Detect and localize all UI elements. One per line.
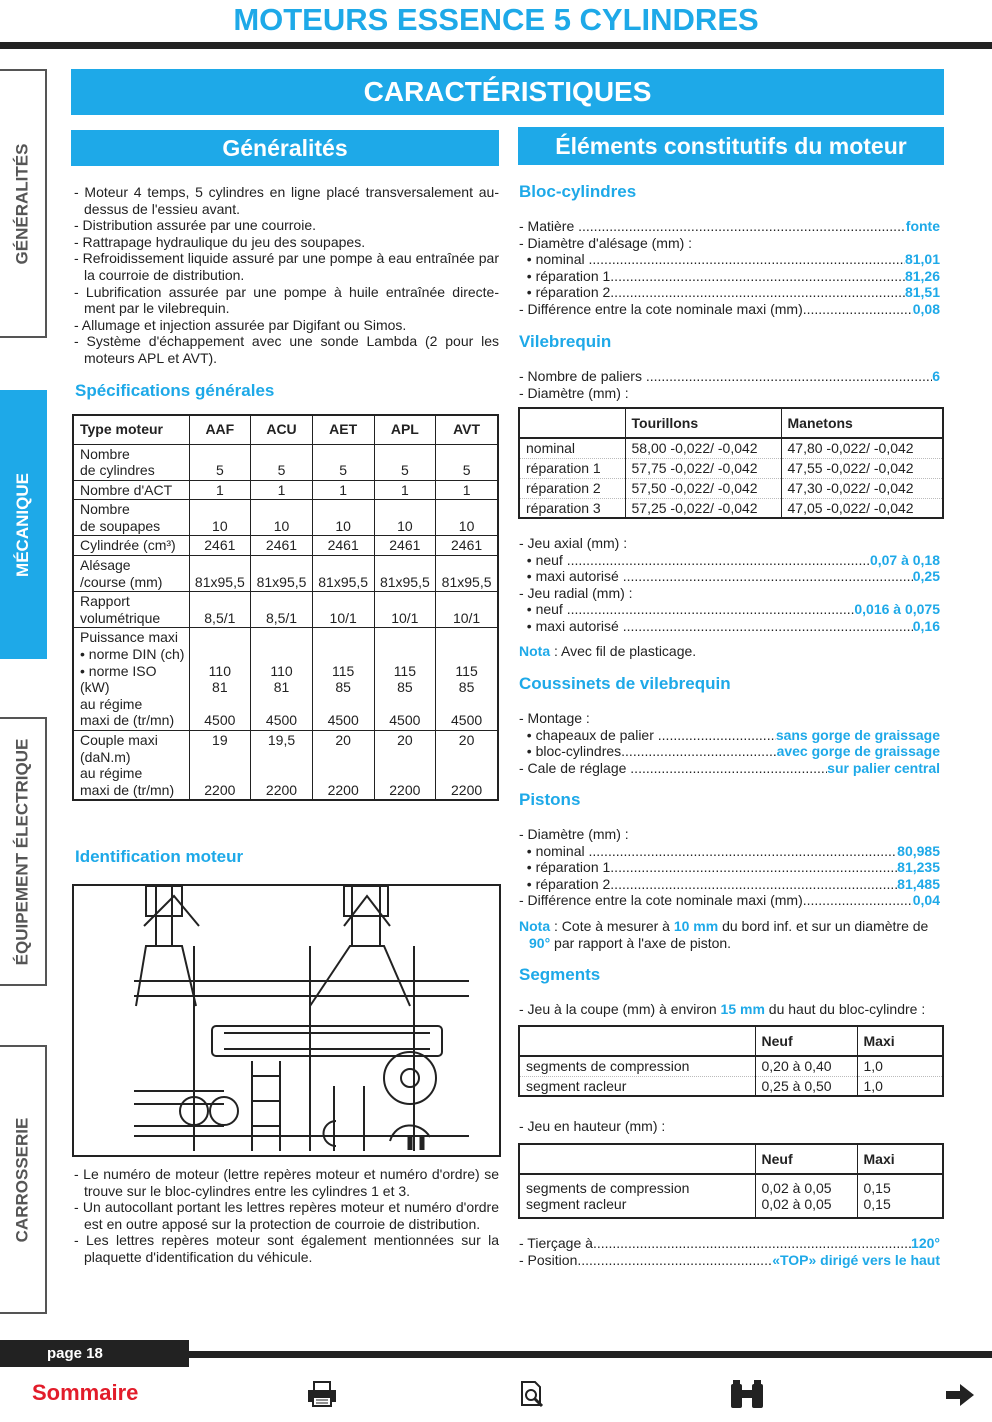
spec-cell: 1 bbox=[374, 480, 436, 500]
table-row bbox=[519, 438, 943, 458]
segments-specs bbox=[519, 1235, 940, 1268]
spec-line-value: 81,01 bbox=[904, 251, 940, 268]
bloc-title: Bloc-cylindres bbox=[519, 182, 637, 201]
spec-row bbox=[73, 628, 498, 731]
nota-value: 90° bbox=[529, 934, 551, 951]
spec-line bbox=[519, 568, 940, 585]
tab-equipement-electrique[interactable] bbox=[0, 717, 47, 986]
jeu-specs bbox=[519, 535, 940, 635]
spec-line-label: - Cale de réglage bbox=[519, 759, 631, 776]
nota-value: 10 mm bbox=[673, 918, 719, 934]
spec-row-label: Cylindrée (cm³) bbox=[73, 536, 189, 556]
spec-line-value: 0,016 à 0,075 bbox=[854, 601, 940, 618]
spec-line bbox=[519, 385, 940, 402]
spec-cell: 2461 bbox=[312, 536, 374, 556]
spec-row bbox=[73, 592, 498, 628]
table-header-cell: Neuf bbox=[755, 1144, 857, 1174]
spec-cell: 20 2200 bbox=[374, 731, 436, 801]
spec-line-label: • nominal bbox=[519, 251, 589, 268]
spec-cell: 8,5/1 bbox=[251, 592, 313, 628]
spec-line-label: • neuf bbox=[519, 551, 567, 568]
dot-leader bbox=[589, 843, 898, 860]
table-header-cell: Maxi bbox=[857, 1026, 943, 1056]
spec-line-label: - Matière bbox=[519, 218, 579, 234]
segments-hauteur-label: - Jeu en hauteur (mm) : bbox=[519, 1118, 666, 1134]
pistons-title: Pistons bbox=[519, 790, 581, 809]
spec-line-label: - Diamètre (mm) : bbox=[519, 384, 629, 401]
table-row bbox=[519, 1174, 943, 1218]
table-row bbox=[519, 478, 943, 498]
spec-row bbox=[73, 444, 498, 480]
nota-text: : Avec fil de plasticage. bbox=[550, 643, 697, 659]
dot-leader bbox=[630, 760, 827, 777]
dot-leader bbox=[610, 284, 905, 301]
dot-leader bbox=[577, 1252, 772, 1269]
spec-line-label: • chapeaux de palier bbox=[519, 726, 658, 743]
spec-cell: 115 85 4500 bbox=[374, 628, 436, 731]
table-header-cell: Neuf bbox=[755, 1026, 857, 1056]
dot-leader bbox=[623, 618, 913, 635]
spec-line bbox=[519, 235, 940, 252]
table-header-cell bbox=[519, 1144, 755, 1174]
table-cell: 57,50 -0,022/ -0,042 bbox=[625, 478, 781, 498]
spec-cell: 10/1 bbox=[312, 592, 374, 628]
spec-line-value: 0,08 bbox=[912, 300, 940, 317]
spec-cell: 20 2200 bbox=[312, 731, 374, 801]
table-cell: 1,0 bbox=[857, 1056, 943, 1076]
spec-line bbox=[519, 1235, 940, 1252]
spec-cell: 115 85 4500 bbox=[312, 628, 374, 731]
dot-leader bbox=[610, 876, 897, 893]
spec-line-label: - Jeu radial (mm) : bbox=[519, 584, 633, 601]
printer-icon[interactable] bbox=[306, 1380, 338, 1411]
nota-text: du bord inf. et sur un diamètre de bbox=[718, 918, 929, 934]
dot-leader bbox=[623, 568, 913, 585]
spec-cell: 19,5 2200 bbox=[251, 731, 313, 801]
vilebrequin-table bbox=[518, 407, 944, 519]
table-cell: segments de compression bbox=[519, 1056, 755, 1076]
spec-cell: 2461 bbox=[436, 536, 498, 556]
spec-line-label: - Différence entre la cote nominale maxi (mm) bbox=[519, 300, 803, 317]
spec-line-label: • réparation 2 bbox=[519, 875, 611, 892]
list-item: - Refroidissement liquide assuré par une pompe à eau entraînée par la courroie de distribution. bbox=[74, 250, 499, 283]
spec-line-value: 120° bbox=[911, 1235, 940, 1251]
spec-row bbox=[73, 536, 498, 556]
generalites-header: Généralités bbox=[71, 130, 499, 166]
spec-line-label: • réparation 1 bbox=[519, 267, 611, 284]
page-title: MOTEURS ESSENCE 5 CYLINDRES bbox=[233, 2, 759, 37]
intro-text: - Jeu à la coupe (mm) à environ bbox=[519, 1001, 721, 1017]
spec-line-label: - Diamètre (mm) : bbox=[519, 826, 629, 842]
spec-cell: 81x95,5 bbox=[374, 556, 436, 592]
segments-coupe-table bbox=[518, 1025, 944, 1097]
table-cell: 47,05 -0,022/ -0,042 bbox=[781, 498, 943, 518]
spec-line-value: fonte bbox=[905, 218, 940, 234]
spec-cell: 10 bbox=[374, 500, 436, 536]
spec-line-value: 0,25 bbox=[912, 568, 940, 585]
dot-leader bbox=[567, 601, 855, 618]
spec-header-cell: AAF bbox=[189, 415, 251, 444]
spec-cell: 2461 bbox=[189, 536, 251, 556]
spec-row bbox=[73, 480, 498, 500]
spec-cell: 115 85 4500 bbox=[436, 628, 498, 731]
spec-row-label: Couple maxi (daN.m) au régime maxi de (tr/mn) bbox=[73, 731, 189, 801]
spec-row-label: Puissance maxi • norme DIN (ch) • norme ISO (kW) au régime maxi de (tr/mn) bbox=[73, 628, 189, 731]
spec-title: Spécifications générales bbox=[75, 381, 275, 400]
spec-cell: 5 bbox=[312, 444, 374, 480]
tab-mecanique[interactable] bbox=[0, 390, 47, 659]
spec-cell: 110 81 4500 bbox=[189, 628, 251, 731]
dot-leader bbox=[589, 251, 905, 268]
table-header-cell: Maxi bbox=[857, 1144, 943, 1174]
spec-row bbox=[73, 500, 498, 536]
spec-cell: 10/1 bbox=[374, 592, 436, 628]
vilebrequin-nota bbox=[519, 643, 940, 660]
spec-cell: 81x95,5 bbox=[436, 556, 498, 592]
spec-cell: 1 bbox=[251, 480, 313, 500]
spec-line bbox=[519, 843, 940, 860]
section-title: CARACTÉRISTIQUES bbox=[71, 69, 944, 115]
dot-leader bbox=[567, 552, 870, 569]
spec-line bbox=[519, 727, 940, 744]
spec-line-label: - Nombre de paliers bbox=[519, 368, 646, 384]
engine-drawing bbox=[74, 886, 499, 1155]
spec-line-label: - Montage : bbox=[519, 710, 590, 726]
tab-label: ÉQUIPEMENT ÉLECTRIQUE bbox=[12, 738, 32, 965]
spec-line bbox=[519, 1252, 940, 1269]
dot-leader bbox=[610, 859, 897, 876]
nota-label: Nota bbox=[519, 918, 551, 934]
pistons-specs bbox=[519, 826, 940, 909]
list-item: - Moteur 4 temps, 5 cylindres en ligne placé transversalement au-dessus de l'essieu avant. bbox=[74, 184, 499, 217]
table-cell: réparation 2 bbox=[519, 478, 625, 498]
spec-cell: 8,5/1 bbox=[189, 592, 251, 628]
spec-row-label: Nombre de cylindres bbox=[73, 444, 189, 480]
dot-leader bbox=[803, 892, 913, 909]
spec-line-label: - Diamètre d'alésage (mm) : bbox=[519, 234, 693, 251]
list-item: - Lubrification assurée par une pompe à huile entraînée directe-ment par le vilebrequin. bbox=[74, 283, 499, 317]
spec-line bbox=[519, 601, 940, 618]
arrow-right-icon[interactable] bbox=[946, 1384, 974, 1409]
table-cell: 0,25 à 0,50 bbox=[755, 1076, 857, 1096]
spec-line bbox=[519, 268, 940, 285]
table-cell: segments de compression segment racleur bbox=[519, 1174, 755, 1218]
spec-line bbox=[519, 876, 940, 893]
spec-row bbox=[73, 556, 498, 592]
spec-line-label: - Tierçage à bbox=[519, 1235, 593, 1251]
table-header-cell: Tourillons bbox=[625, 408, 781, 438]
page-number: page 18 bbox=[0, 1340, 189, 1367]
spec-line bbox=[519, 251, 940, 268]
table-cell: 47,30 -0,022/ -0,042 bbox=[781, 478, 943, 498]
spec-line bbox=[519, 284, 940, 301]
table-header-cell bbox=[519, 1026, 755, 1056]
spec-line-label: • réparation 2 bbox=[519, 284, 611, 301]
spec-line bbox=[519, 826, 940, 843]
spec-cell: 1 bbox=[436, 480, 498, 500]
list-item: - Un autocollant portant les lettres repères moteur et numéro d'ordre est en outre apposé sur la protection de courroie de distribution. bbox=[74, 1199, 499, 1232]
nota-text: par rapport à l'axe de piston. bbox=[550, 934, 732, 951]
spec-header-cell: Type moteur bbox=[73, 415, 189, 444]
spec-line-label: • maxi autorisé bbox=[519, 568, 623, 585]
spec-line bbox=[519, 585, 940, 602]
spec-line bbox=[519, 892, 940, 909]
coussinets-specs bbox=[519, 710, 940, 776]
table-header-cell bbox=[519, 408, 625, 438]
spec-row-label: Nombre d'ACT bbox=[73, 480, 189, 500]
sommaire-link[interactable]: Sommaire bbox=[32, 1380, 139, 1405]
elements-header: Éléments constitutifs du moteur bbox=[518, 127, 944, 165]
spec-line-value: sans gorge de graissage bbox=[775, 726, 940, 743]
table-cell: réparation 1 bbox=[519, 458, 625, 478]
intro-value: 15 mm bbox=[720, 1001, 765, 1017]
spec-cell: 2461 bbox=[251, 536, 313, 556]
bloc-specs bbox=[519, 218, 940, 318]
spec-row-label: Nombre de soupapes bbox=[73, 500, 189, 536]
list-item: - Système d'échappement avec une sonde Lambda (2 pour les moteurs APL et AVT). bbox=[74, 333, 499, 366]
coussinets-title: Coussinets de vilebrequin bbox=[519, 674, 731, 693]
spec-header-cell: AET bbox=[312, 415, 374, 444]
spec-header-cell: AVT bbox=[436, 415, 498, 444]
intro-text: du haut du bloc-cylindre : bbox=[764, 1001, 926, 1017]
table-cell: 0,02 à 0,05 0,02 à 0,05 bbox=[755, 1174, 857, 1218]
segments-intro bbox=[519, 1001, 944, 1018]
spec-line bbox=[519, 760, 940, 777]
spec-table bbox=[72, 414, 499, 801]
table-row bbox=[519, 498, 943, 518]
spec-line-label: - Position bbox=[519, 1251, 578, 1268]
spec-row-label: Rapport volumétrique bbox=[73, 592, 189, 628]
spec-cell: 10 bbox=[251, 500, 313, 536]
table-cell: 1,0 bbox=[857, 1076, 943, 1096]
table-row bbox=[519, 458, 943, 478]
list-item: - Les lettres repères moteur sont également mentionnées sur la plaquette d'identification du véhicule. bbox=[74, 1232, 499, 1265]
vilebrequin-title: Vilebrequin bbox=[519, 332, 612, 351]
spec-cell: 81x95,5 bbox=[189, 556, 251, 592]
spec-line bbox=[519, 552, 940, 569]
pistons-nota bbox=[519, 918, 944, 951]
spec-line bbox=[519, 618, 940, 635]
spec-cell: 1 bbox=[312, 480, 374, 500]
engine-illustration bbox=[72, 884, 501, 1157]
table-cell: nominal bbox=[519, 438, 625, 458]
table-cell: 47,55 -0,022/ -0,042 bbox=[781, 458, 943, 478]
table-cell: 0,20 à 0,40 bbox=[755, 1056, 857, 1076]
dot-leader bbox=[593, 1235, 911, 1252]
spec-header-cell: APL bbox=[374, 415, 436, 444]
spec-line-label: - Jeu axial (mm) : bbox=[519, 535, 628, 551]
list-item: - Distribution assurée par une courroie. bbox=[74, 217, 317, 234]
tab-label: GÉNÉRALITÉS bbox=[12, 143, 32, 264]
spec-cell: 10/1 bbox=[436, 592, 498, 628]
spec-line-value: «TOP» dirigé vers le haut bbox=[772, 1251, 940, 1268]
tab-generalites[interactable] bbox=[0, 69, 47, 338]
spec-line-value: 6 bbox=[932, 368, 940, 384]
table-cell: 47,80 -0,022/ -0,042 bbox=[781, 438, 943, 458]
segments-hauteur-table bbox=[518, 1143, 944, 1219]
spec-row-label: Alésage /course (mm) bbox=[73, 556, 189, 592]
dot-leader bbox=[646, 368, 932, 385]
nota-text: : Cote à mesurer à bbox=[550, 918, 674, 934]
spec-cell: 81x95,5 bbox=[312, 556, 374, 592]
table-cell: 0,15 0,15 bbox=[857, 1174, 943, 1218]
spec-line-label: - Différence entre la cote nominale maxi (mm) bbox=[519, 892, 803, 909]
table-cell: 57,25 -0,022/ -0,042 bbox=[625, 498, 781, 518]
spec-cell: 5 bbox=[189, 444, 251, 480]
spec-line-value: 81,26 bbox=[904, 267, 940, 284]
table-cell: 57,75 -0,022/ -0,042 bbox=[625, 458, 781, 478]
spec-line-value: avec gorge de graissage bbox=[776, 743, 940, 760]
tab-label: MÉCANIQUE bbox=[12, 472, 32, 577]
spec-line bbox=[519, 368, 940, 385]
dot-leader bbox=[610, 268, 905, 285]
spec-line bbox=[519, 859, 940, 876]
spec-line-label: • réparation 1 bbox=[519, 859, 611, 876]
spec-cell: 10 bbox=[312, 500, 374, 536]
generalites-list bbox=[74, 184, 499, 367]
segments-title: Segments bbox=[519, 965, 601, 984]
spec-cell: 10 bbox=[189, 500, 251, 536]
spec-cell: 5 bbox=[251, 444, 313, 480]
table-cell: réparation 3 bbox=[519, 498, 625, 518]
spec-line-value: 81,51 bbox=[904, 284, 940, 301]
spec-cell: 81x95,5 bbox=[251, 556, 313, 592]
ident-title: Identification moteur bbox=[75, 847, 244, 866]
spec-line-value: 81,235 bbox=[897, 859, 940, 876]
dot-leader bbox=[658, 727, 776, 744]
table-header-cell: Manetons bbox=[781, 408, 943, 438]
tab-label: CARROSSERIE bbox=[12, 1117, 32, 1242]
spec-line bbox=[519, 743, 940, 760]
spec-header-cell: ACU bbox=[251, 415, 313, 444]
table-row bbox=[519, 1056, 943, 1076]
binoculars-icon[interactable] bbox=[728, 1380, 766, 1413]
top-divider bbox=[0, 42, 992, 49]
spec-row bbox=[73, 731, 498, 801]
spec-line-value: 0,16 bbox=[912, 617, 940, 634]
spec-cell: 5 bbox=[436, 444, 498, 480]
spec-cell: 1 bbox=[189, 480, 251, 500]
spec-line bbox=[519, 301, 940, 318]
spec-line-value: 0,04 bbox=[912, 892, 940, 909]
tab-carrosserie[interactable] bbox=[0, 1045, 47, 1314]
spec-line bbox=[519, 218, 940, 235]
dot-leader bbox=[578, 218, 906, 235]
search-document-icon[interactable] bbox=[519, 1380, 547, 1411]
spec-line-label: • maxi autorisé bbox=[519, 617, 623, 634]
table-cell: 58,00 -0,022/ -0,042 bbox=[625, 438, 781, 458]
spec-line-value: 81,485 bbox=[897, 875, 940, 892]
spec-line bbox=[519, 710, 940, 727]
spec-line-value: 80,985 bbox=[897, 842, 940, 859]
spec-cell: 2461 bbox=[374, 536, 436, 556]
vilebrequin-specs bbox=[519, 368, 940, 401]
table-cell: segment racleur bbox=[519, 1076, 755, 1096]
spec-line-label: • nominal bbox=[519, 842, 589, 859]
spec-line-label: • bloc-cylindres bbox=[519, 743, 622, 760]
spec-line-value: sur palier central bbox=[827, 759, 940, 776]
spec-line-label: • neuf bbox=[519, 601, 567, 618]
list-item: - Allumage et injection assurée par Digifant ou Simos. bbox=[74, 316, 407, 333]
spec-cell: 5 bbox=[374, 444, 436, 480]
spec-cell: 19 2200 bbox=[189, 731, 251, 801]
table-row bbox=[519, 1076, 943, 1096]
dot-leader bbox=[803, 301, 913, 318]
spec-cell: 10 bbox=[436, 500, 498, 536]
spec-cell: 110 81 4500 bbox=[251, 628, 313, 731]
nota-label: Nota bbox=[519, 643, 551, 659]
spec-cell: 20 2200 bbox=[436, 731, 498, 801]
ident-list bbox=[74, 1166, 499, 1266]
dot-leader bbox=[621, 743, 776, 760]
list-item: - Rattrapage hydraulique du jeu des soupapes. bbox=[74, 233, 366, 250]
list-item: - Le numéro de moteur (lettre repères moteur et numéro d'ordre) se trouve sur le bloc-cylindres entre les cylindres 1 et 3. bbox=[74, 1166, 499, 1199]
spec-line bbox=[519, 535, 940, 552]
spec-line-value: 0,07 à 0,18 bbox=[869, 551, 940, 568]
